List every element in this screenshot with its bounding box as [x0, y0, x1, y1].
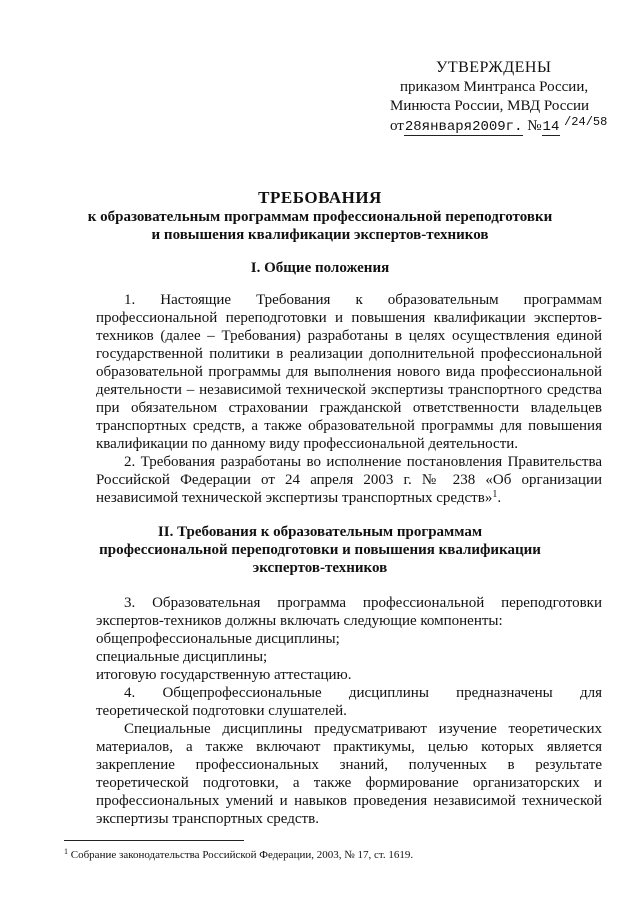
handwritten-date: 28января2009г. [404, 119, 523, 135]
footnote-reference: 1 [492, 489, 498, 500]
number-prefix: № [527, 118, 542, 134]
section2-heading-line2: профессиональной переподготовки и повышения квалификации [99, 542, 541, 558]
footnote-text: Собрание законодательства Российской Федерации, 2003, № 17, ст. 1619. [70, 849, 414, 861]
paragraph-4: 4. Общепрофессиональные дисциплины предназначены для теоретической подготовки слушателей. [96, 685, 602, 719]
paragraph-2-text: 2. Требования разработаны во исполнение постановления Правительства Российской Федерации от 24 апреля 2003 г. № 238 «Об организации независимой технической экспертизы транспортных средств» [96, 454, 602, 506]
section2-heading-line1: II. Требования к образовательным программам [157, 524, 483, 540]
paragraph-2 [96, 453, 602, 509]
component-item-3: итоговую государственную аттестацию. [96, 667, 352, 683]
footnote-mark: 1 [64, 847, 68, 856]
handwritten-number: 14 [542, 119, 560, 135]
approval-ministries-line: Минюста России, МВД России [390, 98, 590, 114]
approval-title: УТВЕРЖДЕНЫ [436, 59, 552, 76]
document-title [0, 188, 640, 244]
approval-order-line: приказом Минтранса России, [400, 79, 589, 95]
document-title-sub-line1: к образовательным программам профессиональной переподготовки [87, 209, 553, 225]
footnote-divider [64, 840, 244, 841]
paragraph-2-end: . [497, 490, 502, 506]
section2-body [96, 594, 602, 828]
document-title-sub-line2: и повышения квалификации экспертов-техников [151, 227, 489, 243]
component-item-2: специальные дисциплины; [96, 649, 268, 665]
paragraph-5: Специальные дисциплины предусматривают изучение теоретических материалов, а также включают практикумы, целью которых является закрепление профессиональных знаний, полученных в результате теоретической подготовки, а также формирование организаторских и профессиональных умений и навыков проведения независимой технической экспертизы транспортных средств. [96, 721, 602, 827]
paragraph-3: 3. Образовательная программа профессиональной переподготовки экспертов-техников должны включать следующие компоненты: [96, 595, 602, 629]
footnote [64, 848, 413, 863]
section2-heading [0, 523, 640, 577]
component-item-1: общепрофессиональные дисциплины; [96, 631, 340, 647]
date-prefix: от [390, 118, 404, 134]
approval-date-number-line [390, 117, 607, 137]
section2-heading-line3: экспертов-техников [252, 560, 388, 576]
document-title-main: ТРЕБОВАНИЯ [258, 188, 382, 207]
paragraph-1: 1. Настоящие Требования к образовательным программам профессиональной переподготовки и повышения квалификации экспертов-техников (далее – Требования) разработаны в целях осуществления единой государственной политики в реализации дополнительной профессиональной образовательной программы для выполнения нового вида профессиональной деятельности – независимой технической экспертизы транспортного средства при обязательном страховании гражданской ответственности владельцев транспортных средств, а также образовательной программы для повышения квалификации по данному виду профессиональной деятельности. [96, 292, 602, 452]
section1-heading: I. Общие положения [250, 260, 390, 276]
handwritten-number-suffix: /24/58 [564, 115, 608, 129]
section1-body [96, 291, 602, 509]
